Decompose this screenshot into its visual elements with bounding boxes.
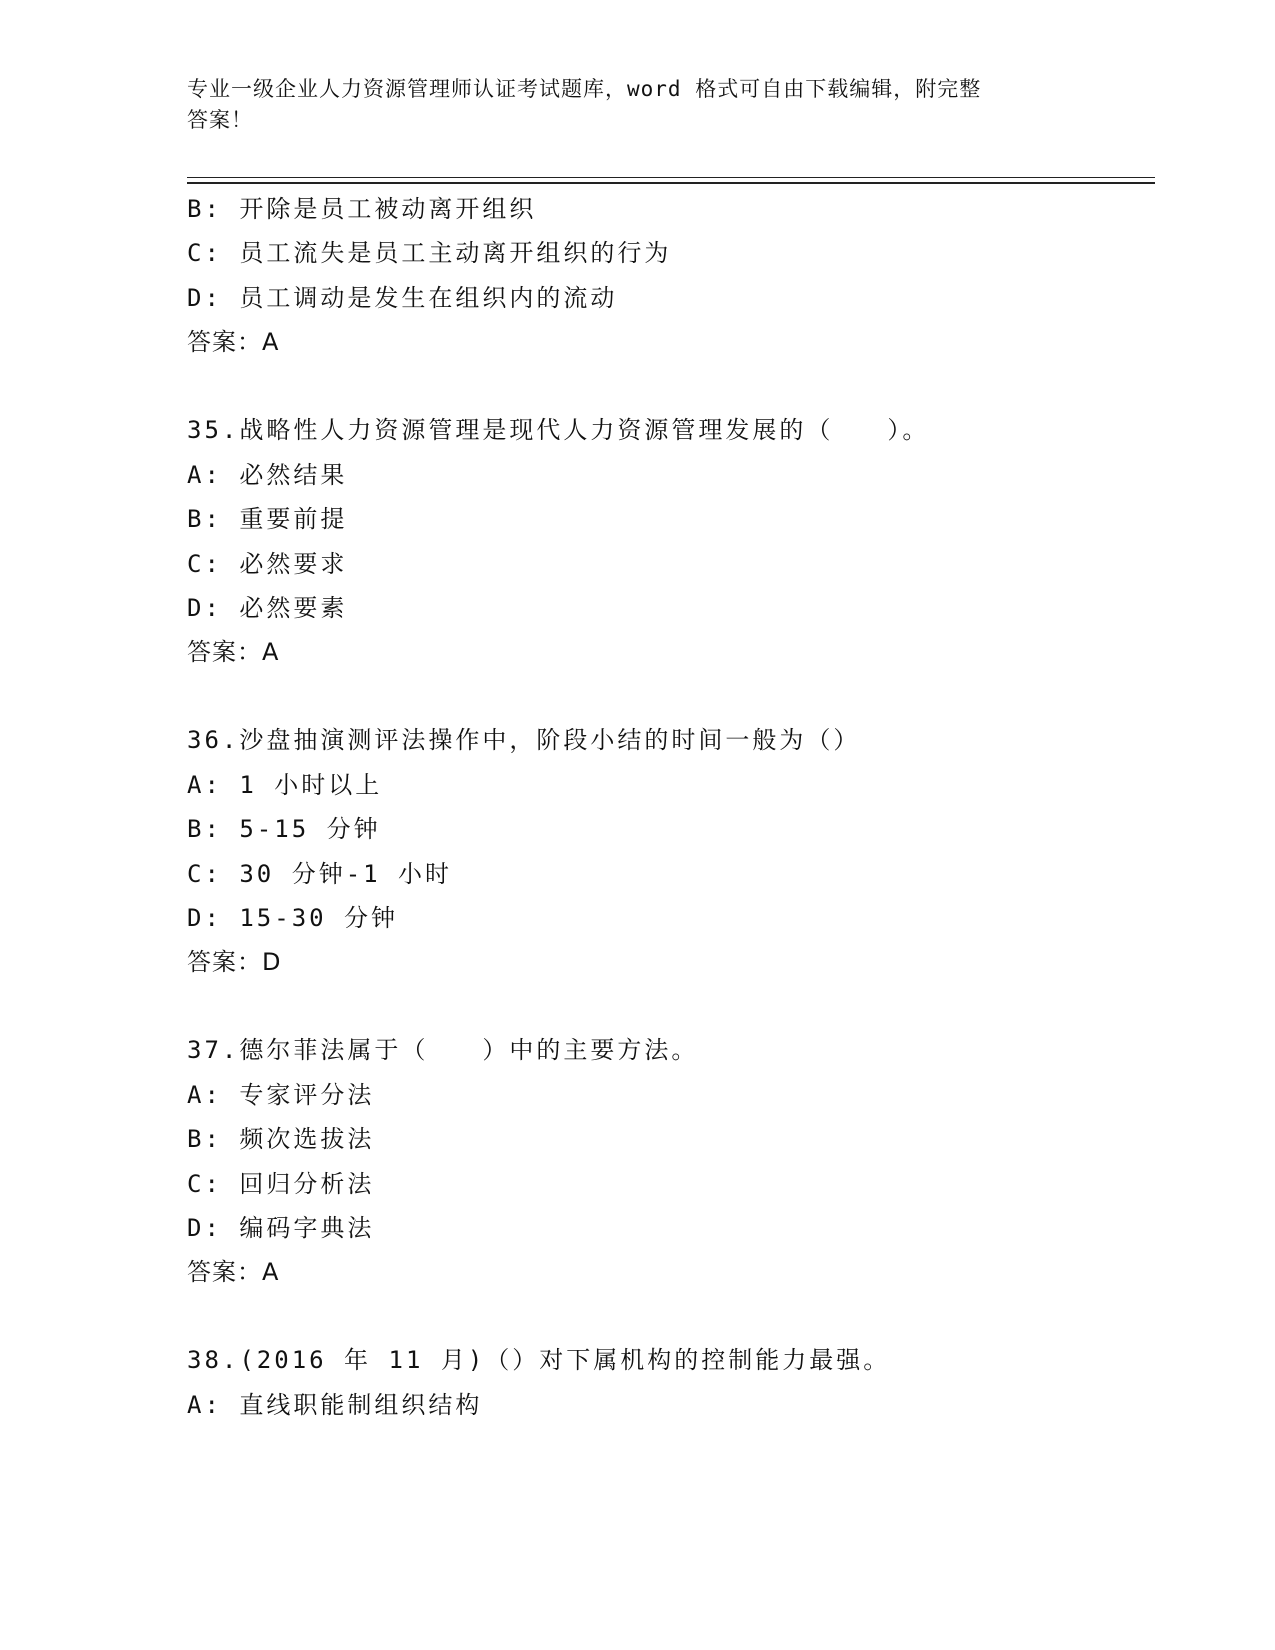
q38-stem: 38.(2016 年 11 月)（）对下属机构的控制能力最强。 (187, 1346, 891, 1374)
q37-option-c: C: 回归分析法 (187, 1170, 375, 1198)
header-rule-thick (187, 182, 1155, 184)
q34-option-d: D: 员工调动是发生在组织内的流动 (187, 284, 618, 312)
q36-answer: 答案：D (187, 948, 282, 976)
q36-stem: 36.沙盘抽演测评法操作中，阶段小结的时间一般为（） (187, 726, 861, 754)
q35-answer: 答案：A (187, 638, 280, 666)
q37-option-a: A: 专家评分法 (187, 1081, 375, 1109)
q35-option-c: C: 必然要求 (187, 550, 348, 578)
q37-option-d: D: 编码字典法 (187, 1214, 375, 1242)
q35-option-b: B: 重要前提 (187, 505, 348, 533)
header-line-2: 答案！ (187, 108, 253, 132)
q37-option-b: B: 频次选拔法 (187, 1125, 375, 1153)
q36-option-b: B: 5-15 分钟 (187, 815, 381, 843)
q37-answer: 答案：A (187, 1258, 280, 1286)
q34-option-c: C: 员工流失是员工主动离开组织的行为 (187, 239, 672, 267)
header-rule-thin (187, 177, 1155, 178)
q34-answer: 答案：A (187, 328, 280, 356)
q36-option-a: A: 1 小时以上 (187, 771, 383, 799)
q37-stem: 37.德尔菲法属于（ ）中的主要方法。 (187, 1036, 699, 1064)
q38-option-a: A: 直线职能制组织结构 (187, 1391, 483, 1419)
q34-option-b: B: 开除是员工被动离开组织 (187, 195, 537, 223)
q35-option-a: A: 必然结果 (187, 461, 348, 489)
q36-option-d: D: 15-30 分钟 (187, 904, 399, 932)
document-header (187, 74, 1087, 136)
q35-stem: 35.战略性人力资源管理是现代人力资源管理发展的（ ）。 (187, 416, 930, 444)
header-line-1: 专业一级企业人力资源管理师认证考试题库，word 格式可自由下载编辑，附完整 (187, 77, 982, 101)
q35-option-d: D: 必然要素 (187, 594, 348, 622)
q36-option-c: C: 30 分钟-1 小时 (187, 860, 453, 888)
